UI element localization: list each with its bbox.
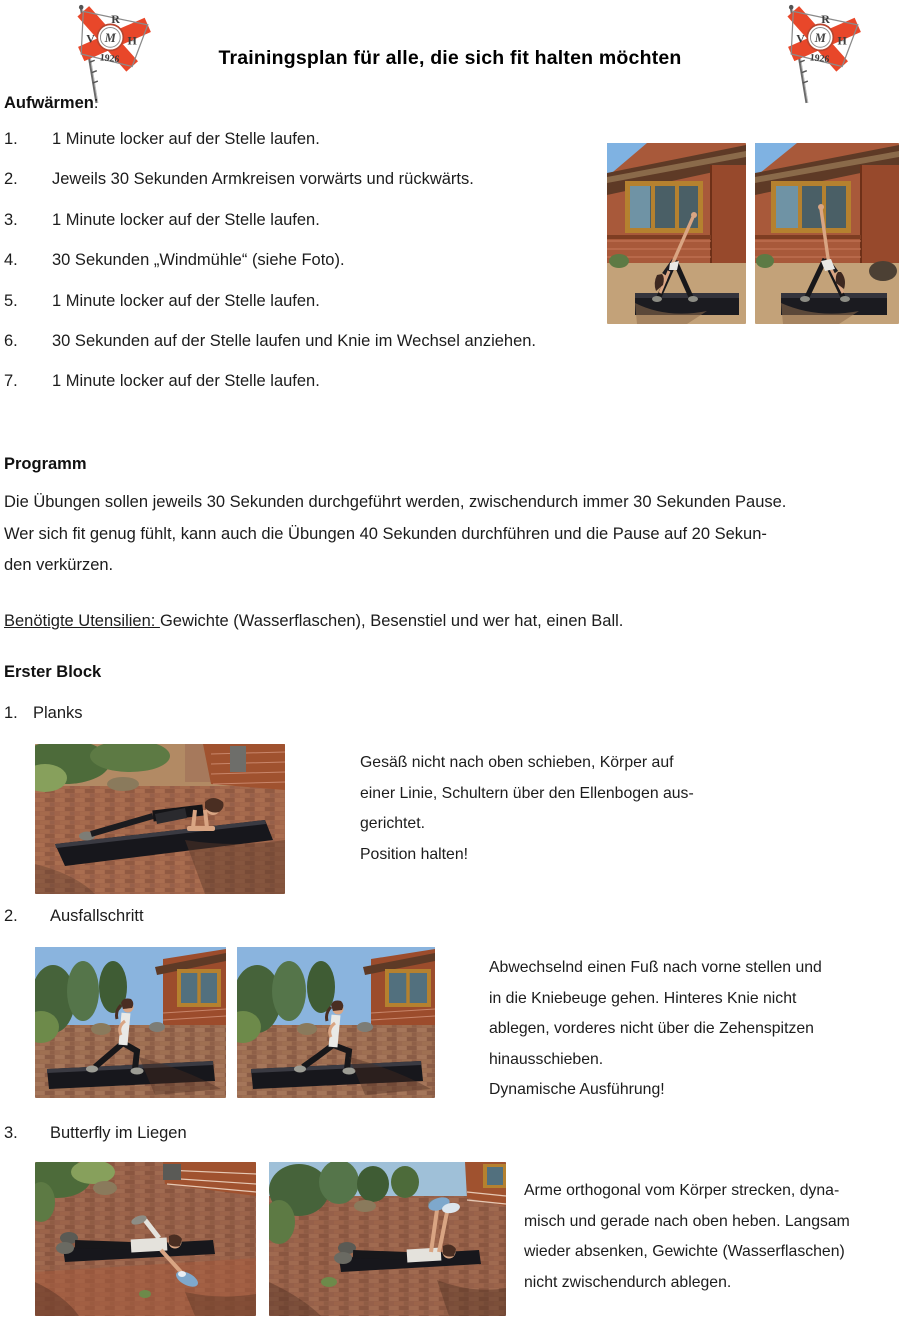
warmup-list xyxy=(4,130,604,413)
warmup-heading-text: Aufwärmen xyxy=(4,94,94,112)
flag-year: 1926 xyxy=(99,52,120,66)
page-title: Trainingsplan für alle, die sich fit halten möchten xyxy=(218,47,682,69)
utensils-line xyxy=(4,612,623,631)
flag-letter-h: H xyxy=(837,33,847,48)
flag-letter-v: V xyxy=(86,31,95,46)
utensils-text: Gewichte (Wasserflaschen), Besenstiel und wer hat, einen Ball. xyxy=(159,612,624,630)
flag-letter-r: R xyxy=(821,11,830,26)
list-item-text: 30 Sekunden auf der Stelle laufen und Knie im Wechsel anziehen. xyxy=(52,331,537,350)
butterfly-description xyxy=(524,1176,850,1298)
description-line: in die Kniebeuge gehen. Hinteres Knie nicht xyxy=(489,989,797,1007)
exercise-name: Butterfly im Liegen xyxy=(50,1124,187,1142)
list-item xyxy=(4,130,604,170)
flag-letter-h: H xyxy=(127,33,137,48)
butterfly-photo-1 xyxy=(35,1162,256,1316)
list-item xyxy=(4,211,604,251)
programm-paragraph xyxy=(4,487,900,582)
paragraph-line: Die Übungen sollen jeweils 30 Sekunden durchgeführt werden, zwischendurch immer 30 Sekunden Pause. xyxy=(4,493,787,511)
lunge-photo-1 xyxy=(35,947,226,1098)
exercise-heading-planks xyxy=(4,704,83,723)
exercise-heading-ausfallschritt xyxy=(4,907,144,926)
description-line: hinausschieben. xyxy=(489,1050,604,1068)
utensils-label: Benötigte Utensilien: xyxy=(4,612,160,630)
exercise-number: 1. xyxy=(4,704,18,722)
list-item xyxy=(4,332,604,372)
description-line: Gesäß nicht nach oben schieben, Körper auf xyxy=(360,754,674,771)
exercise-name: Planks xyxy=(33,704,83,722)
flag-monogram: M xyxy=(814,31,826,46)
list-item xyxy=(4,372,604,412)
list-item xyxy=(4,251,604,291)
paragraph-line: den verkürzen. xyxy=(4,556,114,574)
description-line: ablegen, vorderes nicht über die Zehenspitzen xyxy=(489,1020,814,1037)
list-item-text: 1 Minute locker auf der Stelle laufen. xyxy=(52,372,320,391)
plank-photo xyxy=(35,744,285,894)
block-heading: Erster Block xyxy=(4,663,102,681)
warmup-heading-colon: : xyxy=(93,94,99,112)
flag-letter-v: V xyxy=(796,31,805,46)
list-item-number: 2. xyxy=(4,170,18,189)
flag-year: 1926 xyxy=(809,52,830,66)
description-line: nicht zwischendurch ablegen. xyxy=(524,1273,732,1291)
exercise-name: Ausfallschritt xyxy=(50,907,144,925)
description-line: Dynamische Ausführung! xyxy=(489,1081,665,1098)
list-item-number: 3. xyxy=(4,210,18,229)
description-line: Arme orthogonal vom Körper strecken, dyna- xyxy=(524,1182,840,1199)
lunge-photo-2 xyxy=(237,947,435,1098)
exercise-number: 3. xyxy=(4,1124,18,1142)
description-line: einer Linie, Schultern über den Ellenbogen aus- xyxy=(360,784,694,802)
programm-heading: Programm xyxy=(4,455,87,473)
description-line: Abwechselnd einen Fuß nach vorne stellen und xyxy=(489,959,822,976)
list-item-number: 4. xyxy=(4,251,18,270)
exercise-number: 2. xyxy=(4,907,18,925)
lunge-description xyxy=(489,953,822,1106)
list-item-text: 1 Minute locker auf der Stelle laufen. xyxy=(52,291,320,310)
paragraph-line: Wer sich fit genug fühlt, kann auch die Übungen 40 Sekunden durchführen und die Pause auf 20 Sekun- xyxy=(4,524,767,543)
list-item-text: 1 Minute locker auf der Stelle laufen. xyxy=(52,130,320,148)
warmup-heading xyxy=(4,94,98,113)
description-line: misch und gerade nach oben heben. Langsam xyxy=(524,1212,850,1230)
exercise-heading-butterfly xyxy=(4,1124,187,1143)
description-line: wieder absenken, Gewichte (Wasserflaschen) xyxy=(524,1243,845,1260)
list-item-number: 6. xyxy=(4,331,18,350)
description-line: gerichtet. xyxy=(360,815,425,832)
description-line: Position halten! xyxy=(360,845,469,863)
flag-monogram: M xyxy=(104,31,116,46)
list-item-text: 30 Sekunden „Windmühle“ (siehe Foto). xyxy=(52,251,345,270)
plank-description xyxy=(360,748,694,870)
list-item-number: 7. xyxy=(4,372,18,391)
butterfly-photo-2 xyxy=(269,1162,506,1316)
flag-letter-r: R xyxy=(111,11,120,26)
list-item xyxy=(4,170,604,210)
list-item-text: Jeweils 30 Sekunden Armkreisen vorwärts und rückwärts. xyxy=(52,170,474,189)
list-item-text: 1 Minute locker auf der Stelle laufen. xyxy=(52,210,320,229)
windmill-photo-1 xyxy=(607,143,746,324)
windmill-photo-2 xyxy=(755,143,899,324)
list-item-number: 1. xyxy=(4,130,18,148)
list-item-number: 5. xyxy=(4,291,18,310)
list-item xyxy=(4,292,604,332)
